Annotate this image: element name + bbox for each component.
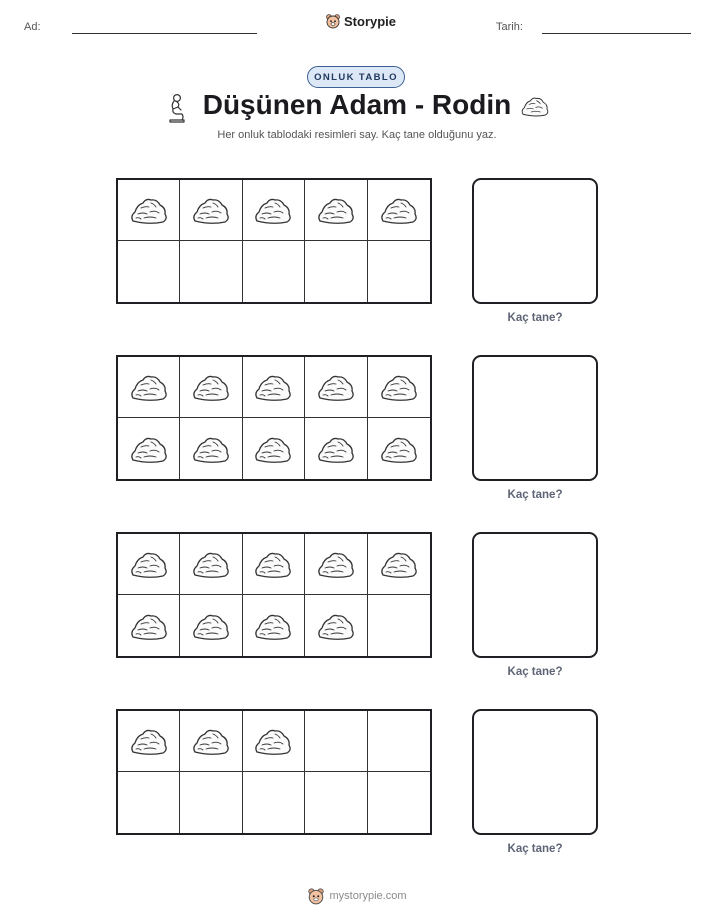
rock-icon xyxy=(253,725,293,757)
count-prompt-1: Kaç tane? xyxy=(507,312,563,324)
rock-icon xyxy=(191,610,231,642)
rock-icon xyxy=(316,371,356,403)
rock-icon xyxy=(191,433,231,465)
ten-frame-3 xyxy=(116,532,432,658)
frame-cell xyxy=(305,534,367,595)
frame-cell xyxy=(305,418,367,479)
frame-cell xyxy=(118,534,180,595)
rock-icon xyxy=(129,725,169,757)
rock-icon xyxy=(253,194,293,226)
frame-cell xyxy=(305,357,367,418)
frame-cell xyxy=(368,180,430,241)
frame-cell xyxy=(368,711,430,772)
frame-cell xyxy=(118,711,180,772)
frame-cell xyxy=(368,418,430,479)
frame-cell xyxy=(243,418,305,479)
name-line[interactable] xyxy=(72,33,257,34)
frame-cell xyxy=(305,772,367,833)
category-badge: ONLUK TABLO xyxy=(307,66,405,88)
frame-cell xyxy=(243,534,305,595)
frame-cell xyxy=(243,180,305,241)
storypie-bear-icon xyxy=(325,13,341,29)
answer-box-2[interactable] xyxy=(472,355,598,481)
frame-cell xyxy=(118,595,180,656)
ten-frame-2 xyxy=(116,355,432,481)
rock-icon xyxy=(129,548,169,580)
rock-icon xyxy=(191,371,231,403)
brand-logo xyxy=(325,13,396,29)
frame-cell xyxy=(118,241,180,302)
count-prompt-4: Kaç tane? xyxy=(507,843,563,855)
footer xyxy=(0,887,714,905)
rock-icon xyxy=(253,548,293,580)
answer-box-3[interactable] xyxy=(472,532,598,658)
frame-cell xyxy=(243,357,305,418)
count-prompt-2: Kaç tane? xyxy=(507,489,563,501)
brand-name: Storypie xyxy=(344,13,397,29)
frame-cell xyxy=(180,180,242,241)
frame-cell xyxy=(180,772,242,833)
frame-cell xyxy=(368,595,430,656)
rock-icon xyxy=(253,610,293,642)
rock-icon xyxy=(129,610,169,642)
answer-box-1[interactable] xyxy=(472,178,598,304)
frame-cell xyxy=(180,418,242,479)
frame-cell xyxy=(180,711,242,772)
name-label: Ad: xyxy=(24,21,41,33)
count-prompt-3: Kaç tane? xyxy=(507,666,563,678)
instructions: Her onluk tablodaki resimleri say. Kaç tane olduğunu yaz. xyxy=(217,129,497,141)
frame-cell xyxy=(305,711,367,772)
frame-cell xyxy=(305,180,367,241)
frame-cell xyxy=(305,595,367,656)
frame-cell xyxy=(368,357,430,418)
frame-cell xyxy=(180,534,242,595)
rock-icon xyxy=(379,371,419,403)
rock-icon xyxy=(129,194,169,226)
frame-cell xyxy=(118,772,180,833)
frame-cell xyxy=(180,241,242,302)
footer-url[interactable]: mystorypie.com xyxy=(329,890,407,902)
ten-frame-4 xyxy=(116,709,432,835)
date-line[interactable] xyxy=(542,33,691,34)
rock-icon xyxy=(253,371,293,403)
answer-box-4[interactable] xyxy=(472,709,598,835)
frame-cell xyxy=(118,180,180,241)
rock-icon xyxy=(520,94,550,118)
rock-icon xyxy=(379,548,419,580)
rock-icon xyxy=(316,610,356,642)
frame-cell xyxy=(243,595,305,656)
rock-icon xyxy=(253,433,293,465)
frame-cell xyxy=(118,357,180,418)
rock-icon xyxy=(191,548,231,580)
frame-cell xyxy=(243,711,305,772)
frame-cell xyxy=(180,357,242,418)
rock-icon xyxy=(316,194,356,226)
frame-cell xyxy=(305,241,367,302)
date-label: Tarih: xyxy=(496,21,523,33)
rock-icon xyxy=(316,433,356,465)
storypie-bear-icon xyxy=(307,887,325,905)
frame-cell xyxy=(180,595,242,656)
frame-cell xyxy=(243,241,305,302)
rock-icon xyxy=(316,548,356,580)
frame-cell xyxy=(118,418,180,479)
frame-cell xyxy=(368,241,430,302)
page-title: Düşünen Adam - Rodin xyxy=(202,89,512,120)
rock-icon xyxy=(129,371,169,403)
rock-icon xyxy=(379,433,419,465)
ten-frame-1 xyxy=(116,178,432,304)
frame-cell xyxy=(243,772,305,833)
frame-cell xyxy=(368,534,430,595)
rock-icon xyxy=(129,433,169,465)
rock-icon xyxy=(379,194,419,226)
frame-cell xyxy=(368,772,430,833)
rock-icon xyxy=(191,194,231,226)
rock-icon xyxy=(191,725,231,757)
